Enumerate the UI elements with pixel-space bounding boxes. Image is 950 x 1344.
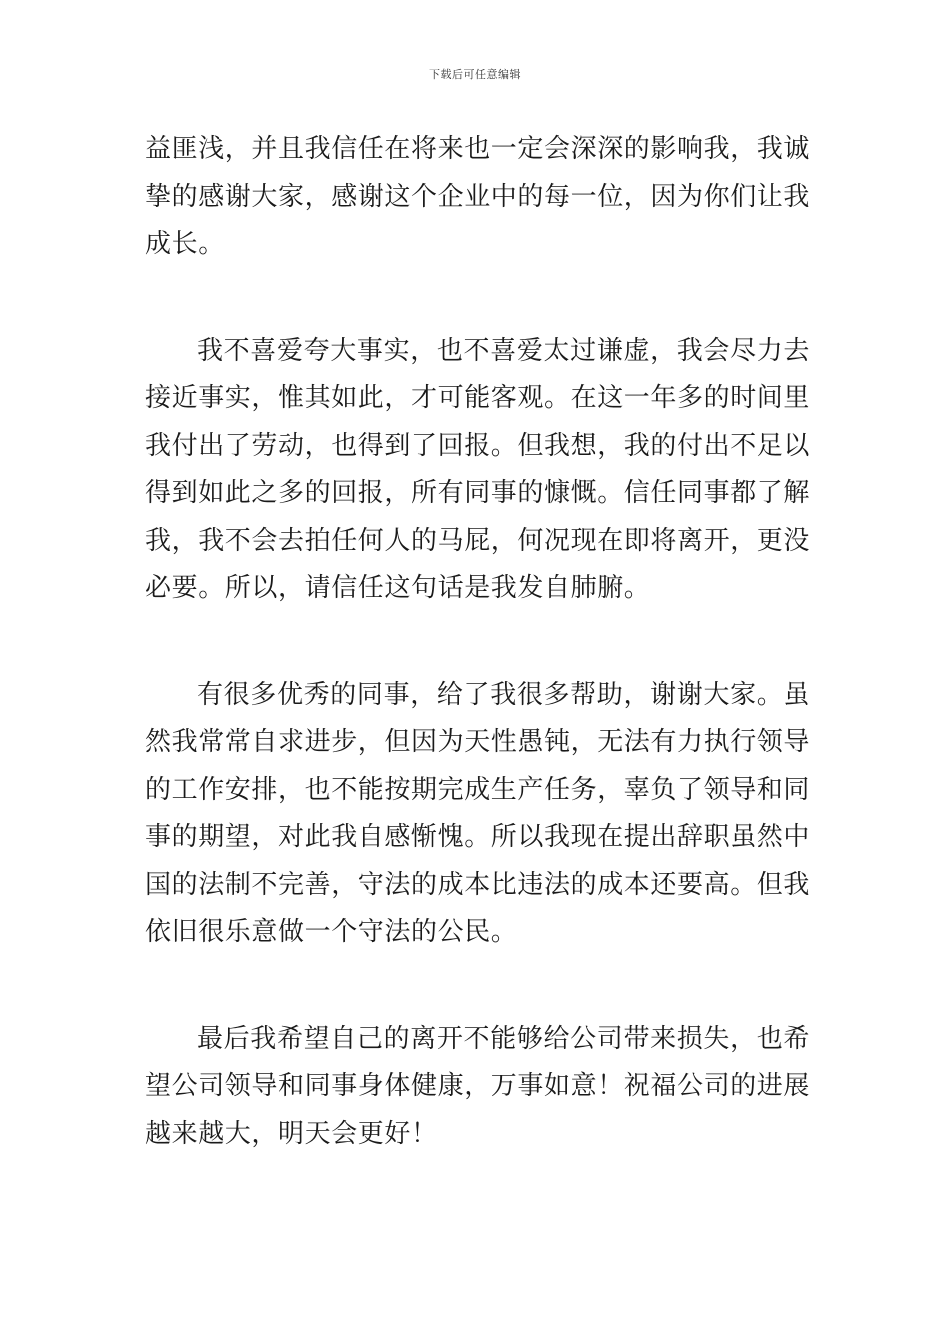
paragraph-continuation: 益匪浅，并且我信任在将来也一定会深深的影响我，我诚挚的感谢大家，感谢这个企业中的每一位，因为你们让我成长。 [145,134,811,259]
paragraph-gap [145,269,810,328]
paragraph: 最后我希望自己的离开不能够给公司带来损失，也希望公司领导和同事身体健康，万事如意！祝福公司的进展越来越大，明天会更好！ [145,1023,811,1149]
paragraph-gap [145,957,810,1016]
document-body [145,126,810,1158]
paragraph-gap [145,613,810,672]
paragraph: 我不喜爱夸大事实，也不喜爱太过谦虚，我会尽力去接近事实，惟其如此，才可能客观。在这一年多的时间里我付出了劳动，也得到了回报。但我想，我的付出不足以得到如此之多的回报，所有同事的慷慨。信任同事都了解我，我不会去拍任何人的马屁，何况现在即将离开，更没必要。所以，请信任这句话是我发自肺腑。 [145,335,811,603]
page-header: 下载后可任意编辑 [429,68,521,81]
paragraph: 有很多优秀的同事，给了我很多帮助，谢谢大家。虽然我常常自求进步，但因为天性愚钝，无法有力执行领导的工作安排，也不能按期完成生产任务，辜负了领导和同事的期望，对此我自感惭愧。所以我现在提出辞职虽然中国的法制不完善，守法的成本比违法的成本还要高。但我依旧很乐意做一个守法的公民。 [145,679,811,947]
